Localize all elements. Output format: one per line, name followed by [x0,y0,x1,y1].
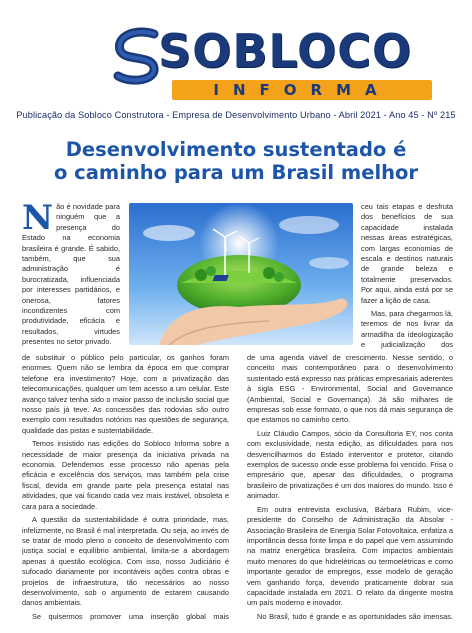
article-paragraph: Luiz Cláudio Campos, sócio da Consultoria EY, nos conta com exclusividade, nesta edição, as dificuldades para nos desvencilharmos do Estado interventor e protetor, citando exemplos de sucesso onde esse problema foi vencido. Frisa o empresário que, apesar das dificuldades, o programa brasileiro de privatizações é um dos maiores do mundo. Isso é animador. [247,428,453,501]
article-paragraph: de uma agenda viável de crescimento. Nesse sentido, o conceito mais contemporâneo para o desenvolvimento sustentado está expresso nas práticas empresariais aderentes à sigla ESG - Environmental, Social and Governance (Ambiental, Social e Governança). Já são milhares de empresas sob esse formato, o que nos dá mais segurança de que estamos no caminho certo. [247,353,453,425]
article-illustration [129,203,353,345]
headline [20,138,452,184]
article-paragraph: Mas, para chegarmos lá, teremos de nos livrar da armadilha da ideologização e judicialização dos [361,309,453,350]
article-paragraph: No Brasil, tudo é grande e as oportunidades são imensas. [257,611,453,621]
headline-line-1: Desenvolvimento sustentado é [65,138,407,161]
article-bottom-right-column [247,353,453,623]
brand-name: SOBLOCO [158,24,412,78]
article-paragraph: Não é novidade para ninguém que a presença do Estado na economia brasileira é grande. É sabido, também, que sua administração é burocratizada, influenciada por interesses partidários, e onerosa, fatores incondizentes com produtividade, eficácia e resultados, virtudes presentes no setor privado. [22,202,120,346]
dropcap: N [22,202,54,238]
article-paragraph: Em outra entrevista exclusiva, Bárbara Rubim, vice-presidente do Conselho de Administração da Absolar - Associação Brasileira de Energia Solar Fotovoltaica, enfatiza a importância dessa fonte limpa e do papel que vem assumindo na matriz energética brasileira. Com impactos ambientais muito menores do que hidrelétricas ou termoelétricas e como importante gerador de empregos, esse modelo de geração vem ganhando força, devendo praticamente dobrar sua capacidade instalada em 2021. O relato da dirigente mostra um país moderno e inovador. [247,504,453,608]
informa-band [172,80,432,100]
hand-holding-green-earth-with-wind-turbines-icon [129,203,353,345]
article-paragraph: A questão da sustentabilidade é outra prioridade, mas, infelizmente, no Brasil é mal interpretada. Ou seja, ao invés de se tratar de modo pleno o conceito de desenvolvimento com justiça social e equilíbrio ambiental, limita-se a abordagem apenas à questão ecológica. Com isso, nosso Judiciário é sufocado diariamente por incontáveis ações contra obras e projetos de infraestrutura, tão necessários ao nosso desenvolvimento, sob o argumento de estarem causando danos ambientais. [22,515,229,608]
article-right-column [361,202,453,352]
headline-line-2: o caminho para um Brasil melhor [53,161,419,184]
sobloco-logo [106,20,466,104]
brand-subtitle: INFORMA [213,81,391,99]
masthead [0,0,472,132]
article-bottom-left-column [22,353,229,623]
article-paragraph: ceu tais etapas e desfruta dos benefícios de sua capacidade instalada nessas áreas estratégicas, com largas economias de escala e destinos naturais de grande beleza e totalmente preservados. Por aqui, ainda está por se fazer a lição de casa. [361,202,453,305]
article-paragraph: Temos insistido nas edições do Sobloco Informa sobre a necessidade de maior presença da iniciativa privada na economia. Defendemos esse processo não apenas pela eficácia e excelência dos serviços, mas também pela crise fiscal, devida em grande parte pela presença estatal nas atividades, que vai ficando cada vez mais instável, obsoleta e cara para a sociedade. [22,439,229,511]
article-left-column [22,202,120,346]
article-paragraph: de substituir o público pelo particular, os ganhos foram enormes. Quem não se lembra da época em que comprar telefone era investimento? Hoje, com a privatização das telecomunicações, qualquer um tem acesso a um celular. Este avanço talvez tenha sido o maior passo de inclusão social que nosso país já teve. As concessões das rodovias são outro exemplo com resultados notórios nas questões de segurança, qualidade das pistas e sustentabilidade. [22,353,229,435]
article-paragraph: Se quisermos promover uma inserção global mais [32,611,229,621]
publication-line: Publicação da Sobloco Construtora - Empresa de Desenvolvimento Urbano - Abril 2021 - Ano 45 - Nº 215 [16,110,456,120]
